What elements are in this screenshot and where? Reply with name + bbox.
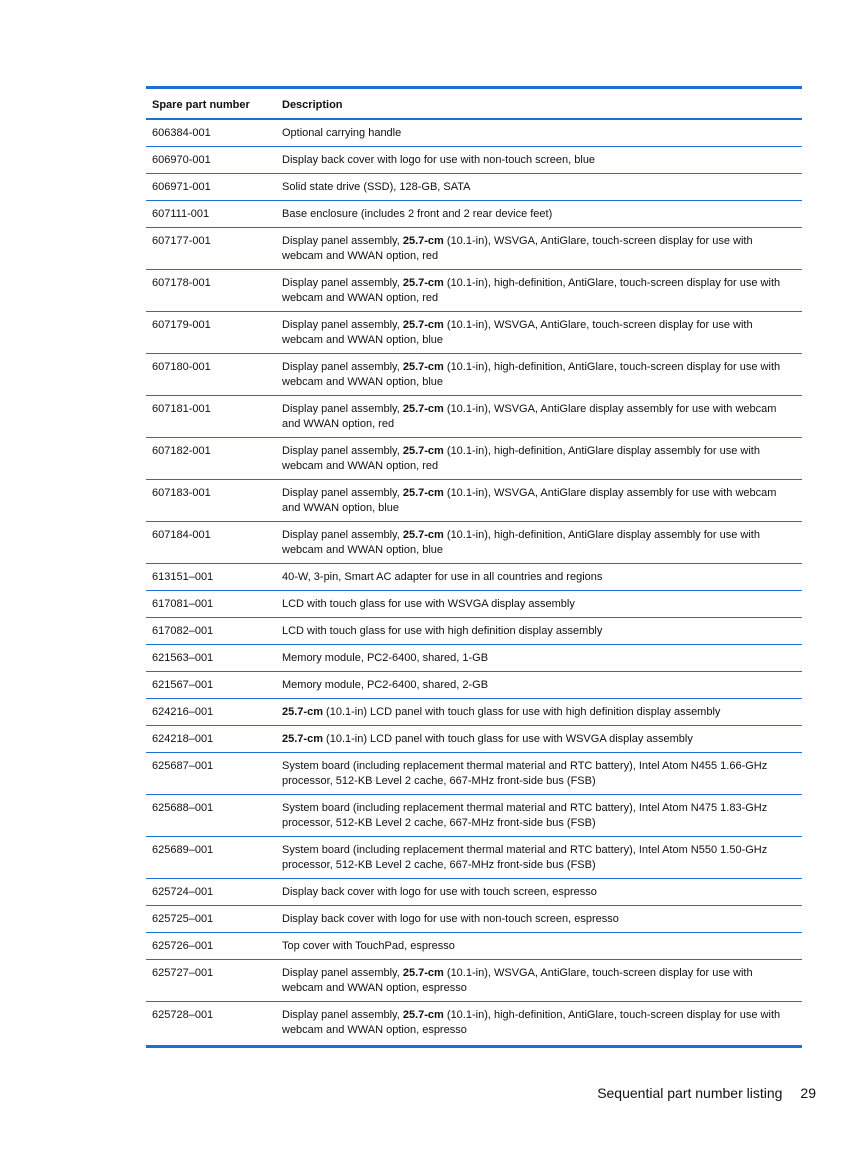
description-text: Display panel assembly, (282, 235, 403, 247)
description-text-continued: (10.1-in), WSVGA, AntiGlare, touch-screen display for use with webcam and WWAN option, blue (282, 319, 753, 346)
description-text: Display back cover with logo for use with touch screen, espresso (282, 886, 597, 898)
description-text-continued: (10.1-in), WSVGA, AntiGlare display assembly for use with webcam and WWAN option, red (282, 403, 777, 430)
part-number-cell: 606970-001 (146, 147, 276, 174)
description-cell (276, 270, 802, 312)
description-text: Display panel assembly, (282, 529, 403, 541)
description-size-bold: 25.7-cm (282, 706, 323, 718)
description-size-bold: 25.7-cm (402, 1009, 444, 1021)
description-text: Display panel assembly, (282, 967, 403, 979)
part-number-cell: 607183-001 (146, 480, 276, 522)
description-cell (276, 354, 802, 396)
description-text-continued: (10.1-in), WSVGA, AntiGlare display assembly for use with webcam and WWAN option, blue (282, 487, 777, 514)
description-text: Display panel assembly, (282, 277, 403, 289)
part-number-cell: 607178-001 (146, 270, 276, 312)
part-number-cell: 607179-001 (146, 312, 276, 354)
description-text-continued: (10.1-in), high-definition, AntiGlare display assembly for use with webcam and WWAN option, blue (282, 529, 760, 556)
description-text: Display panel assembly, (282, 445, 403, 457)
table-body (146, 119, 802, 1047)
description-cell (276, 618, 802, 645)
table-row (146, 396, 802, 438)
table-row (146, 960, 802, 1002)
description-cell (276, 960, 802, 1002)
description-size-bold: 25.7-cm (402, 361, 444, 373)
table-row (146, 591, 802, 618)
description-cell (276, 480, 802, 522)
part-number-cell: 625726–001 (146, 933, 276, 960)
description-cell (276, 1002, 802, 1047)
part-number-cell: 625689–001 (146, 837, 276, 879)
description-size-bold: 25.7-cm (402, 235, 444, 247)
description-cell (276, 726, 802, 753)
description-size-bold: 25.7-cm (282, 733, 323, 745)
description-text-continued: (10.1-in), WSVGA, AntiGlare, touch-screen display for use with webcam and WWAN option, red (282, 235, 753, 262)
part-number-cell: 621563–001 (146, 645, 276, 672)
description-text: LCD with touch glass for use with WSVGA display assembly (282, 598, 575, 610)
part-number-cell: 607177-001 (146, 228, 276, 270)
description-size-bold: 25.7-cm (402, 487, 444, 499)
page-number: 29 (800, 1085, 816, 1101)
table-row (146, 312, 802, 354)
table-row (146, 228, 802, 270)
part-number-cell: 625725–001 (146, 906, 276, 933)
description-text: System board (including replacement thermal material and RTC battery), Intel Atom N475 1.83-GHz processor, 512-KB Level 2 cache, 667-MHz front-side bus (FSB) (282, 802, 768, 829)
description-cell (276, 591, 802, 618)
table-row (146, 354, 802, 396)
part-number-cell: 624218–001 (146, 726, 276, 753)
table-row (146, 522, 802, 564)
description-text: Memory module, PC2-6400, shared, 2-GB (282, 679, 489, 691)
description-cell (276, 564, 802, 591)
description-text-continued: (10.1-in) LCD panel with touch glass for use with WSVGA display assembly (322, 733, 693, 745)
part-number-cell: 625728–001 (152, 1009, 214, 1021)
description-size-bold: 25.7-cm (402, 277, 444, 289)
description-cell (276, 699, 802, 726)
description-cell (276, 672, 802, 699)
part-number-cell: 625688–001 (146, 795, 276, 837)
description-text: Display panel assembly, (282, 403, 403, 415)
description-cell (276, 837, 802, 879)
description-text: LCD with touch glass for use with high definition display assembly (282, 625, 603, 637)
description-cell (276, 645, 802, 672)
description-text: System board (including replacement thermal material and RTC battery), Intel Atom N550 1.50-GHz processor, 512-KB Level 2 cache, 667-MHz front-side bus (FSB) (282, 844, 768, 871)
description-cell (276, 879, 802, 906)
description-text-continued: (10.1-in), high-definition, AntiGlare, touch-screen display for use with webcam and WWAN option, red (282, 277, 781, 304)
description-text-continued: (10.1-in), WSVGA, AntiGlare, touch-screen display for use with webcam and WWAN option, espresso (282, 967, 753, 994)
table-row (146, 933, 802, 960)
description-text: Display panel assembly, (282, 487, 403, 499)
description-text: 40-W, 3-pin, Smart AC adapter for use in all countries and regions (282, 571, 603, 583)
description-text-continued: (10.1-in), high-definition, AntiGlare display assembly for use with webcam and WWAN option, red (282, 445, 760, 472)
description-text: Base enclosure (includes 2 front and 2 rear device feet) (282, 208, 553, 220)
part-number-cell: 607181-001 (146, 396, 276, 438)
description-text: Optional carrying handle (282, 127, 402, 139)
description-cell (276, 522, 802, 564)
table-row (146, 119, 802, 147)
description-cell (276, 201, 802, 228)
part-number-cell: 625727–001 (146, 960, 276, 1002)
description-text: Solid state drive (SSD), 128-GB, SATA (282, 181, 471, 193)
description-cell (276, 906, 802, 933)
table-row (146, 906, 802, 933)
description-cell (276, 147, 802, 174)
description-text-continued: (10.1-in) LCD panel with touch glass for use with high definition display assembly (322, 706, 721, 718)
part-number-cell: 613151–001 (146, 564, 276, 591)
description-cell (276, 174, 802, 201)
description-text: System board (including replacement thermal material and RTC battery), Intel Atom N455 1.66-GHz processor, 512-KB Level 2 cache, 667-MHz front-side bus (FSB) (282, 760, 768, 787)
table-row (146, 1002, 802, 1047)
table-row (146, 201, 802, 228)
description-text: Display back cover with logo for use with non-touch screen, blue (282, 154, 596, 166)
description-cell (276, 119, 802, 147)
part-number-cell: 607111-001 (146, 201, 276, 228)
description-text: Display panel assembly, (282, 1009, 403, 1021)
part-number-cell: 625687–001 (146, 753, 276, 795)
table-row (146, 618, 802, 645)
description-cell (276, 753, 802, 795)
description-cell (276, 396, 802, 438)
table-row (146, 270, 802, 312)
part-number-cell: 617082–001 (146, 618, 276, 645)
description-size-bold: 25.7-cm (402, 403, 444, 415)
description-size-bold: 25.7-cm (402, 529, 444, 541)
description-cell (276, 228, 802, 270)
table-row (146, 174, 802, 201)
description-text: Top cover with TouchPad, espresso (282, 940, 455, 952)
table-row (146, 564, 802, 591)
part-number-cell: 607180-001 (146, 354, 276, 396)
description-text: Display panel assembly, (282, 319, 403, 331)
footer-section-title: Sequential part number listing (597, 1085, 783, 1101)
description-size-bold: 25.7-cm (402, 445, 444, 457)
description-cell (276, 438, 802, 480)
description-size-bold: 25.7-cm (402, 967, 444, 979)
table-row (146, 438, 802, 480)
part-number-cell: 606971-001 (146, 174, 276, 201)
description-text: Display back cover with logo for use with non-touch screen, espresso (282, 913, 619, 925)
part-number-cell: 624216–001 (146, 699, 276, 726)
page-footer (560, 1085, 816, 1101)
table-row (146, 645, 802, 672)
spare-parts-table (146, 86, 802, 1048)
table-row (146, 147, 802, 174)
table-row (146, 879, 802, 906)
description-cell (276, 795, 802, 837)
description-cell (276, 312, 802, 354)
table-row (146, 480, 802, 522)
table-row (146, 672, 802, 699)
table-row (146, 699, 802, 726)
table-row (146, 726, 802, 753)
part-number-cell: 625724–001 (146, 879, 276, 906)
table-row (146, 795, 802, 837)
header-part-number: Spare part number (146, 88, 276, 120)
description-text: Display panel assembly, (282, 361, 403, 373)
description-cell (276, 933, 802, 960)
part-number-cell: 606384-001 (146, 119, 276, 147)
part-number-cell: 617081–001 (146, 591, 276, 618)
description-text: Memory module, PC2-6400, shared, 1-GB (282, 652, 489, 664)
part-number-cell: 607184-001 (146, 522, 276, 564)
table-row (146, 837, 802, 879)
part-number-cell: 607182-001 (146, 438, 276, 480)
description-text-continued: (10.1-in), high-definition, AntiGlare, touch-screen display for use with webcam and WWAN option, espresso (282, 1009, 781, 1036)
table-header-row (146, 88, 802, 120)
table-row (146, 753, 802, 795)
part-number-cell: 621567–001 (146, 672, 276, 699)
description-size-bold: 25.7-cm (402, 319, 444, 331)
header-description: Description (276, 88, 802, 120)
description-text-continued: (10.1-in), high-definition, AntiGlare, touch-screen display for use with webcam and WWAN option, blue (282, 361, 781, 388)
